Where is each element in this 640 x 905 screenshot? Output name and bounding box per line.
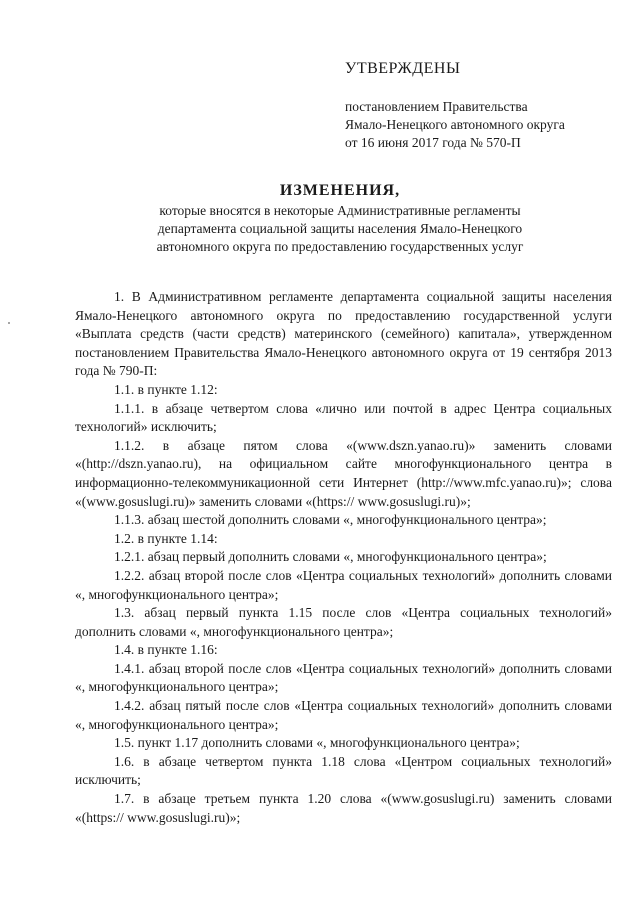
paragraph-1-1-2: 1.1.2. в абзаце пятом слова «(www.dszn.yanao.ru)» заменить словами «(http://dszn.yanao.ru), на официальном сайте многофункционального центра в информационно-телекоммуникационной сети Интернет (http://www.mfc.yanao.ru)»; слова «(www.gosuslugi.ru)» заменить словами «(https:// www.gosuslugi.ru)»; — [75, 437, 612, 509]
approval-line: постановлением Правительства — [345, 99, 528, 114]
paragraph-1-2: 1.2. в пункте 1.14: — [114, 530, 218, 546]
approval-line: Ямало-Ненецкого автономного округа — [345, 117, 565, 132]
approval-stamp — [345, 58, 625, 152]
approval-line: от 16 июня 2017 года № 570-П — [345, 135, 521, 150]
paragraph-1-6: 1.6. в абзаце четвертом пункта 1.18 слова «Центром социальных технологий» исключить; — [75, 753, 612, 788]
document-subtitle-line: которые вносятся в некоторые Административные регламенты — [159, 203, 521, 218]
paragraph-1-2-2: 1.2.2. абзац второй после слов «Центра социальных технологий» дополнить словами «, многофункционального центра»; — [75, 567, 612, 602]
paragraph-1-1: 1.1. в пункте 1.12: — [114, 381, 218, 397]
document-subtitle-line: автономного округа по предоставлению государственных услуг — [156, 239, 524, 254]
document-body — [75, 288, 612, 827]
paragraph-1-2-1: 1.2.1. абзац первый дополнить словами «, многофункционального центра»; — [114, 549, 547, 565]
paragraph-1-1-3: 1.1.3. абзац шестой дополнить словами «, многофункционального центра»; — [114, 512, 547, 528]
paragraph-1-4-2: 1.4.2. абзац пятый после слов «Центра социальных технологий» дополнить словами «, многофункционального центра»; — [75, 698, 612, 732]
paragraph-1: 1. В Административном регламенте департамента социальной защиты населения Ямало-Ненецкого автономного округа по предоставлению государственной услуги «Выплата средств (части средств) материнского (семейного) капитала», утвержденном постановлением Правительства Ямало-Ненецкого автономного округа от 19 сентября 2013 года № 790-П: — [75, 289, 612, 379]
paragraph-1-3: 1.3. абзац первый пункта 1.15 после слов «Центра социальных технологий» дополнить словами «, многофункционального центра»; — [75, 605, 612, 639]
margin-mark — [8, 322, 10, 324]
paragraph-1-4: 1.4. в пункте 1.16: — [114, 642, 218, 658]
paragraph-1-5: 1.5. пункт 1.17 дополнить словами «, многофункционального центра»; — [114, 735, 520, 751]
paragraph-1-4-1: 1.4.1. абзац второй после слов «Центра социальных технологий» дополнить словами «, многофункционального центра»; — [75, 660, 612, 695]
paragraph-1-7: 1.7. в абзаце третьем пункта 1.20 слова «(www.gosuslugi.ru) заменить словами «(https:// www.gosuslugi.ru)»; — [75, 791, 612, 825]
paragraph-1-1-1: 1.1.1. в абзаце четвертом слова «лично или почтой в адрес Центра социальных технологий» исключить; — [75, 400, 612, 435]
document-subtitle-line: департамента социальной защиты населения Ямало-Ненецкого — [157, 221, 523, 236]
document-title-block — [60, 180, 620, 256]
document-title: ИЗМЕНЕНИЯ, — [279, 182, 401, 199]
approval-heading: УТВЕРЖДЕНЫ — [345, 60, 461, 77]
